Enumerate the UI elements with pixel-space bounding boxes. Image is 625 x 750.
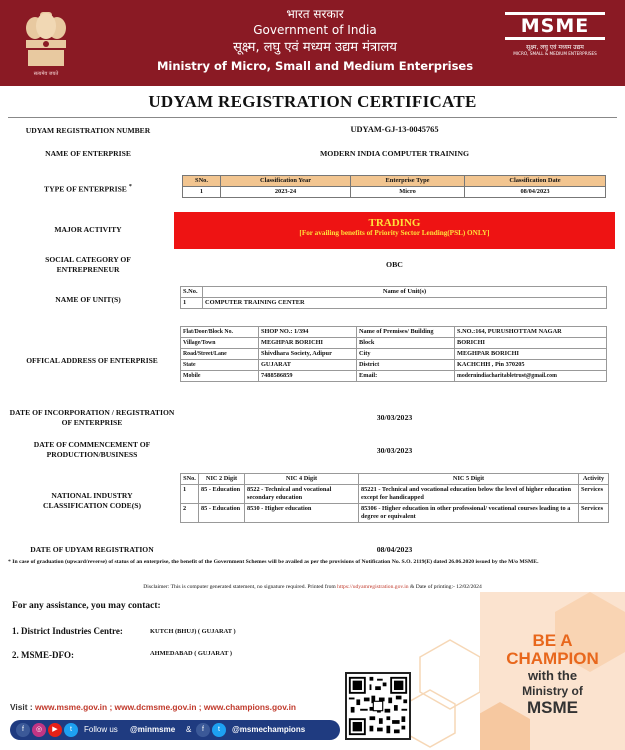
table-row <box>181 298 607 309</box>
addr-value: MEGHPAR BORICHI <box>259 338 357 349</box>
addr-key: Road/Street/Lane <box>181 349 259 360</box>
footnote: * In case of graduation (upward/reverse) of status of an enterprise, the benefit of the Government Schemes will be availed as per the provisions of Notification No. S.O. 2119(E) dated 26.06.2020 issued by the M/o MSME. <box>8 559 539 565</box>
nic-cell: 85221 - Technical and vocational education below the level of higher education except for handicapped <box>359 485 579 504</box>
addr-key: Mobile <box>181 371 259 382</box>
unit-name: COMPUTER TRAINING CENTER <box>203 298 607 309</box>
col-class-date: Classification Date <box>465 176 606 187</box>
table-row <box>183 187 606 198</box>
qr-code-icon <box>345 672 411 740</box>
champ-line-1: BE A <box>532 631 573 650</box>
dic-value: KUTCH (BHUJ) ( GUJARAT ) <box>150 628 236 635</box>
addr-key: City <box>357 349 455 360</box>
nic-col-4digit: NIC 4 Digit <box>245 474 359 485</box>
cell-sno: 1 <box>183 187 221 198</box>
nic-col-activity: Activity <box>579 474 609 485</box>
disclaimer <box>0 584 625 590</box>
ministry-text: Ministry of Micro, Small and Medium Enterprises <box>156 59 474 73</box>
reg-number-label: UDYAM REGISTRATION NUMBER <box>25 126 151 135</box>
nic-label: NATIONAL INDUSTRY CLASSIFICATION CODE(S) <box>43 491 141 510</box>
twitter-icon[interactable]: t <box>212 723 226 737</box>
msme-logo <box>505 12 605 56</box>
commencement-value: 30/03/2023 <box>376 446 413 455</box>
udyam-link[interactable]: https://udyamregistration.gov.in <box>337 584 409 590</box>
nic-cell: 1 <box>181 485 199 504</box>
cell-class-date: 08/04/2023 <box>465 187 606 198</box>
enterprise-name-label: NAME OF ENTERPRISE <box>45 149 131 158</box>
youtube-icon[interactable]: ▶ <box>48 723 62 737</box>
header-title-block <box>150 6 480 75</box>
addr-value: MEGHPAR BORICHI <box>455 349 607 360</box>
emblem-caption: सत्यमेव जयते <box>33 71 59 77</box>
nic-col-sno: SNo. <box>181 474 199 485</box>
msme-logo-hindi: सूक्ष्म, लघु एवं मध्यम उद्यम <box>526 44 584 51</box>
col-sno: SNo. <box>183 176 221 187</box>
gov-text: Government of India <box>253 23 377 37</box>
champion-promo <box>480 592 625 750</box>
certificate-title: UDYAM REGISTRATION CERTIFICATE <box>148 92 477 111</box>
addr-value: S.NO.:164, PURUSHOTTAM NAGAR <box>455 327 607 338</box>
units-label: NAME OF UNIT(S) <box>55 295 121 304</box>
addr-key: Village/Town <box>181 338 259 349</box>
table-row <box>181 338 607 349</box>
addr-value: Shivdhara Society, Adipur <box>259 349 357 360</box>
col-enterprise-type: Enterprise Type <box>351 176 465 187</box>
msme-logo-text: MSME <box>505 12 605 40</box>
email-value: modernindiacharitabletrust@gmail.com <box>455 371 607 382</box>
header-banner <box>0 0 625 86</box>
units-col-name: Name of Unit(s) <box>203 287 607 298</box>
addr-value: BORICHI <box>455 338 607 349</box>
activity-subtitle: [For availing benefits of Priority Sector Lending(PSL) ONLY] <box>299 229 490 237</box>
incorporation-value: 30/03/2023 <box>376 413 413 422</box>
champ-line-4: Ministry of <box>522 684 583 698</box>
champ-line-3: with the <box>527 668 578 683</box>
nic-cell: 85 - Education <box>199 504 245 523</box>
hindi-ministry-text: सूक्ष्म, लघु एवं मध्यम उद्यम मंत्रालय <box>233 40 397 55</box>
visit-label: Visit : <box>10 702 33 712</box>
reg-number-value: UDYAM-GJ-13-0045765 <box>350 125 439 134</box>
cell-enterprise-type: Micro <box>351 187 465 198</box>
social-category-label: SOCIAL CATEGORY OF ENTREPRENEUR <box>45 255 131 274</box>
address-table <box>180 326 607 382</box>
addr-key: Block <box>357 338 455 349</box>
website-links[interactable]: www.msme.gov.in ; www.dcmsme.gov.in ; www.champions.gov.in <box>34 702 297 712</box>
major-activity-banner <box>174 212 615 249</box>
activity-title: TRADING <box>368 217 421 229</box>
enterprise-name-value: MODERN INDIA COMPUTER TRAINING <box>319 149 470 158</box>
col-class-year: Classification Year <box>221 176 351 187</box>
udyam-date-label: DATE OF UDYAM REGISTRATION <box>30 545 154 554</box>
visit-line <box>10 702 296 712</box>
major-activity-label: MAJOR ACTIVITY <box>54 225 122 234</box>
enterprise-type-label-text: TYPE OF ENTERPRISE <box>44 184 127 194</box>
dic-label: 1. District Industries Centre: <box>12 626 123 636</box>
udyam-date-value: 08/04/2023 <box>376 545 413 554</box>
divider <box>8 117 617 118</box>
nic-cell: Services <box>579 504 609 523</box>
national-emblem-icon <box>18 8 74 70</box>
addr-key: State <box>181 360 259 371</box>
handle-msmechampions[interactable]: @msmechampions <box>232 725 306 734</box>
classification-table <box>182 175 606 198</box>
incorporation-label: DATE OF INCORPORATION / REGISTRATION OF ENTERPRISE <box>9 408 175 427</box>
hindi-gov-text: भारत सरकार <box>286 7 344 21</box>
table-row <box>181 504 609 523</box>
social-bar <box>10 720 340 740</box>
addr-key: Flat/Door/Block No. <box>181 327 259 338</box>
handle-minmsme[interactable]: @minmsme <box>130 725 176 734</box>
addr-key: Name of Premises/ Building <box>357 327 455 338</box>
nic-cell: Services <box>579 485 609 504</box>
units-col-sno: S.No. <box>181 287 203 298</box>
nic-cell: 8530 - Higher education <box>245 504 359 523</box>
addr-value: KACHCHH , Pin 370205 <box>455 360 607 371</box>
unit-sno: 1 <box>181 298 203 309</box>
facebook-icon[interactable]: f <box>196 723 210 737</box>
addr-value: GUJARAT <box>259 360 357 371</box>
nic-table <box>180 473 609 523</box>
enterprise-type-label <box>8 182 168 194</box>
table-row <box>181 371 607 382</box>
table-row <box>181 360 607 371</box>
units-table <box>180 286 607 309</box>
instagram-icon[interactable]: ◎ <box>32 723 46 737</box>
msme-logo-sub: MICRO, SMALL & MEDIUM ENTERPRISES <box>513 51 597 56</box>
nic-cell: 85 - Education <box>199 485 245 504</box>
addr-value: SHOP NO.: 1/394 <box>259 327 357 338</box>
table-row <box>181 485 609 504</box>
facebook-icon[interactable]: f <box>16 723 30 737</box>
table-row <box>181 349 607 360</box>
disclaimer-text: Disclaimer: This is computer generated statement, no signature required. Printed from <box>143 584 336 590</box>
ampersand: & <box>186 725 192 734</box>
dfo-label: 2. MSME-DFO: <box>12 650 74 660</box>
commencement-label: DATE OF COMMENCEMENT OF PRODUCTION/BUSINESS <box>33 440 151 459</box>
addr-key: District <box>357 360 455 371</box>
table-row <box>181 327 607 338</box>
social-category-value: OBC <box>386 260 403 269</box>
addr-key: Email: <box>357 371 455 382</box>
twitter-icon[interactable]: t <box>64 723 78 737</box>
champ-line-2: CHAMPION <box>506 649 599 668</box>
cell-class-year: 2023-24 <box>221 187 351 198</box>
nic-cell: 8522 - Technical and vocational secondary education <box>245 485 359 504</box>
nic-col-2digit: NIC 2 Digit <box>199 474 245 485</box>
nic-col-5digit: NIC 5 Digit <box>359 474 579 485</box>
print-date: & Date of printing:- 12/02/2024 <box>409 584 482 590</box>
follow-label: Follow us <box>84 725 118 734</box>
nic-cell: 2 <box>181 504 199 523</box>
footnote-star: * <box>128 183 132 190</box>
dfo-value: AHMEDABAD ( GUJARAT ) <box>150 650 232 657</box>
addr-value: 7488586859 <box>259 371 357 382</box>
champ-line-5: MSME <box>527 698 578 717</box>
nic-cell: 85306 - Higher education in other professional/ vocational courses leading to a degree or equivalent <box>359 504 579 523</box>
address-label: OFFICAL ADDRESS OF ENTERPRISE <box>26 356 158 365</box>
assistance-title: For any assistance, you may contact: <box>12 601 161 611</box>
